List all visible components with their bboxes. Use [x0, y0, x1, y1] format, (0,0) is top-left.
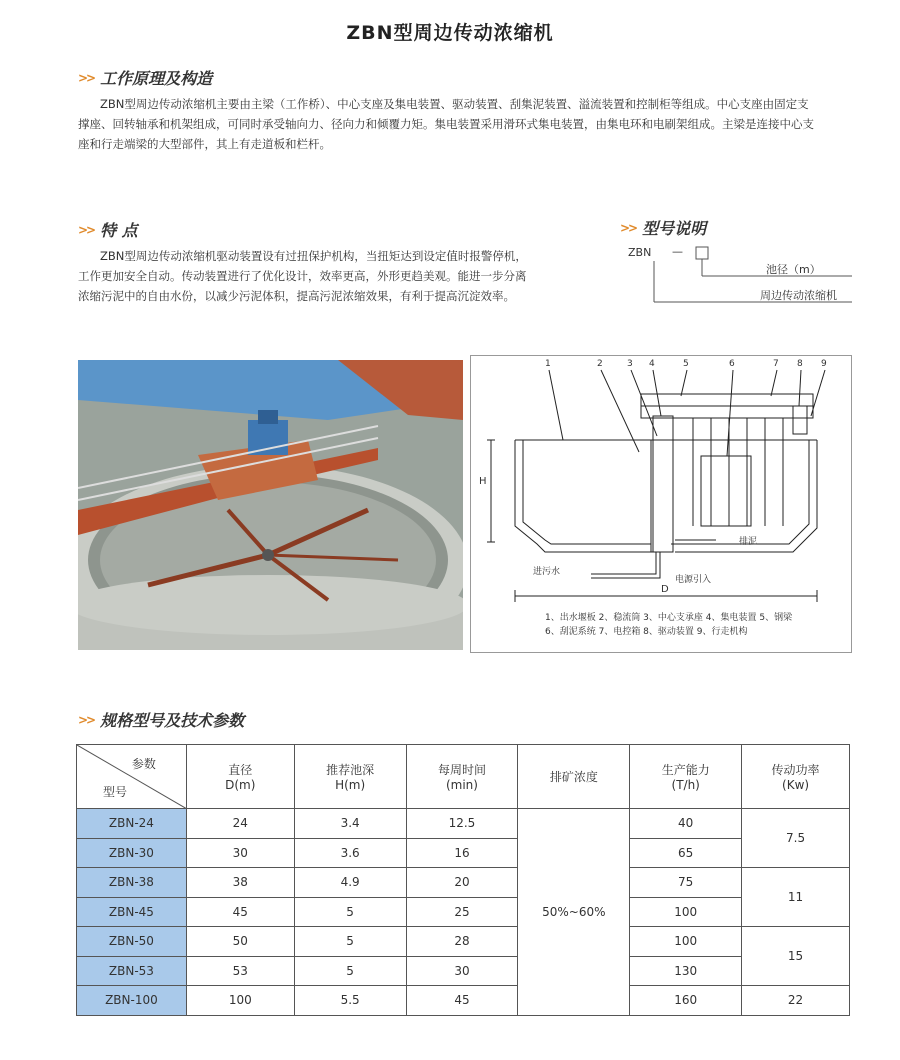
principle-paragraph — [78, 94, 858, 154]
table-header-power: 传动功率 (Kw) — [742, 745, 850, 809]
cell-diameter: 30 — [186, 838, 294, 868]
table-row — [77, 838, 850, 868]
cell-power: 22 — [742, 986, 850, 1016]
cell-capacity: 100 — [630, 927, 742, 957]
chevron-bullet-icon: >> — [78, 70, 95, 85]
model-code-dash: — — [672, 245, 683, 258]
table-row — [77, 986, 850, 1016]
cell-capacity: 130 — [630, 956, 742, 986]
cell-depth: 3.6 — [294, 838, 406, 868]
cell-diameter: 24 — [186, 809, 294, 839]
diagram-legend-line: 6、刮泥系统 7、电控箱 8、驱动装置 9、行走机构 — [545, 627, 748, 637]
structure-diagram — [470, 355, 852, 653]
cell-cycle-time: 25 — [406, 897, 518, 927]
diagram-label-height: H — [479, 476, 487, 487]
cell-capacity: 65 — [630, 838, 742, 868]
cell-depth: 3.4 — [294, 809, 406, 839]
cell-model: ZBN-38 — [77, 868, 187, 898]
cell-depth: 4.9 — [294, 868, 406, 898]
cell-power: 11 — [742, 868, 850, 927]
spec-table — [76, 744, 850, 1016]
cell-model: ZBN-30 — [77, 838, 187, 868]
cell-depth: 5 — [294, 927, 406, 957]
diagram-label-diameter: D — [661, 584, 669, 595]
table-row — [77, 927, 850, 957]
diagram-number-7: 7 — [773, 359, 779, 369]
cell-capacity: 160 — [630, 986, 742, 1016]
diagram-label-outlet: 排泥 — [739, 537, 758, 547]
table-row — [77, 868, 850, 898]
table-row — [77, 897, 850, 927]
cell-cycle-time: 16 — [406, 838, 518, 868]
features-paragraph — [78, 246, 558, 306]
corner-label-params: 参数 — [131, 757, 156, 771]
corner-label-model: 型号 — [103, 785, 128, 799]
spec-table-header-row — [77, 745, 850, 809]
cell-cycle-time: 20 — [406, 868, 518, 898]
cell-diameter: 45 — [186, 897, 294, 927]
section-heading-text: 特 点 — [100, 221, 138, 240]
diagram-legend-line: 1、出水堰板 2、稳流筒 3、中心支承座 4、集电装置 5、钢梁 — [545, 613, 793, 623]
diagram-number-9: 9 — [821, 359, 827, 369]
diagram-number-5: 5 — [683, 359, 689, 369]
section-heading-features — [78, 218, 138, 241]
model-code-explanation — [620, 244, 860, 324]
cell-cycle-time: 30 — [406, 956, 518, 986]
cell-power: 15 — [742, 927, 850, 986]
cell-depth: 5 — [294, 897, 406, 927]
table-row — [77, 956, 850, 986]
table-header-cycle-time: 每周时间 (min) — [406, 745, 518, 809]
features-line: 浓缩污泥中的自由水份，以减少污泥体积，提高污泥浓缩效果，有利于提高沉淀效率。 — [78, 289, 515, 303]
principle-line: 座和行走端梁的大型部件，其上有走道板和栏杆。 — [78, 137, 331, 151]
chevron-bullet-icon: >> — [620, 220, 637, 235]
cell-diameter: 38 — [186, 868, 294, 898]
features-line: 工作更加安全自动。传动装置进行了优化设计，效率更高，外形更趋美观。能进一步分离 — [78, 269, 527, 283]
cell-diameter: 53 — [186, 956, 294, 986]
table-header-depth: 推荐池深 H(m) — [294, 745, 406, 809]
diagram-number-8: 8 — [797, 359, 803, 369]
diagram-label-inlet: 进污水 — [533, 567, 561, 577]
diagram-number-6: 6 — [729, 359, 735, 369]
principle-line: 撑座、回转轴承和机架组成，可同时承受轴向力、径向力和倾覆力矩。集电装置采用滑环式集电装置，由集电环和电刷架组成。主梁是连接中心支 — [78, 117, 814, 131]
section-heading-specs — [78, 708, 244, 731]
table-header-concentration: 排矿浓度 — [518, 745, 630, 809]
cell-depth: 5.5 — [294, 986, 406, 1016]
diagram-number-1: 1 — [545, 359, 551, 369]
table-corner-header — [77, 745, 187, 809]
cell-cycle-time: 12.5 — [406, 809, 518, 839]
cell-model: ZBN-50 — [77, 927, 187, 957]
cell-model: ZBN-24 — [77, 809, 187, 839]
table-header-diameter: 直径 D(m) — [186, 745, 294, 809]
section-heading-principle — [78, 66, 212, 89]
diagram-number-4: 4 — [649, 359, 655, 369]
cell-diameter: 50 — [186, 927, 294, 957]
principle-line: ZBN型周边传动浓缩机主要由主梁（工作桥）、中心支座及集电装置、驱动装置、刮集泥装置、溢流装置和控制柜等组成。中心支座由固定支 — [100, 97, 809, 111]
model-label-diameter: 池径（m） — [766, 263, 821, 276]
features-line: ZBN型周边传动浓缩机驱动装置设有过扭保护机构，当扭矩达到设定值时报警停机， — [100, 249, 527, 263]
model-code-lines — [620, 244, 860, 324]
table-header-capacity: 生产能力 (T/h) — [630, 745, 742, 809]
section-heading-text: 工作原理及构造 — [100, 69, 213, 88]
section-heading-text: 规格型号及技术参数 — [100, 711, 245, 730]
chevron-bullet-icon: >> — [78, 712, 95, 727]
cell-cycle-time: 28 — [406, 927, 518, 957]
section-heading-model — [620, 216, 706, 239]
diagram-label-power: 电源引入 — [675, 575, 712, 585]
diagram-number-3: 3 — [627, 359, 633, 369]
cell-diameter: 100 — [186, 986, 294, 1016]
model-label-type: 周边传动浓缩机 — [760, 289, 837, 302]
cell-cycle-time: 45 — [406, 986, 518, 1016]
cell-depth: 5 — [294, 956, 406, 986]
chevron-bullet-icon: >> — [78, 222, 95, 237]
diagram-number-2: 2 — [597, 359, 603, 369]
cell-capacity: 100 — [630, 897, 742, 927]
model-code-prefix: ZBN — [628, 246, 652, 259]
cell-concentration: 50%~60% — [518, 809, 630, 1016]
table-row — [77, 809, 850, 839]
thickener-photo — [78, 360, 463, 650]
cell-model: ZBN-53 — [77, 956, 187, 986]
cell-model: ZBN-45 — [77, 897, 187, 927]
section-heading-text: 型号说明 — [642, 219, 707, 238]
cell-model: ZBN-100 — [77, 986, 187, 1016]
cell-capacity: 75 — [630, 868, 742, 898]
cell-power: 7.5 — [742, 809, 850, 868]
cell-capacity: 40 — [630, 809, 742, 839]
page-title: ZBN型周边传动浓缩机 — [346, 22, 554, 44]
